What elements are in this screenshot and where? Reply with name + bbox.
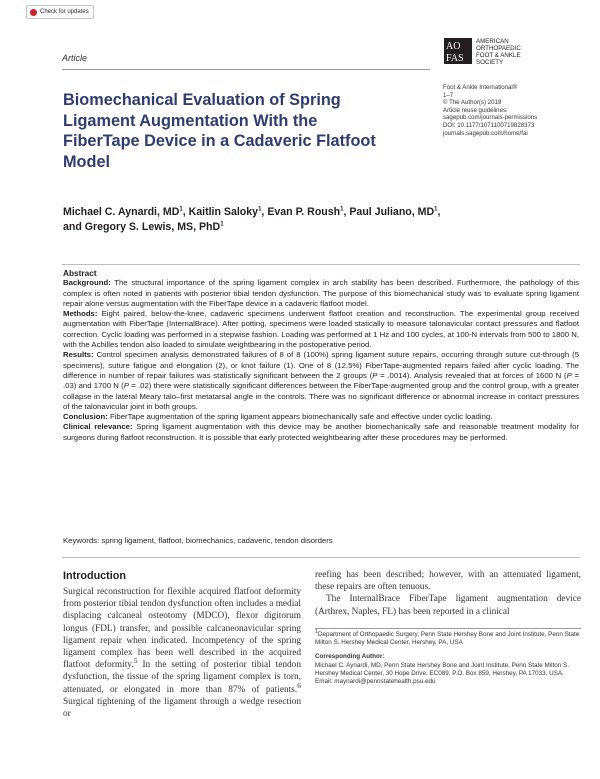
journal-name: Foot & Ankle International® — [443, 84, 518, 91]
body-column-left — [63, 586, 301, 720]
abstract-clinical-relevance — [63, 422, 579, 443]
author-name: Michael C. Aynardi, MD — [63, 206, 180, 218]
reuse-guidelines: Article reuse guidelines: — [443, 106, 508, 114]
body-paragraph: The InternalBrace FiberTape ligament augmentation device (Arthrex, Naples, FL) has been reported in a clinical — [315, 594, 581, 617]
abstract-results — [63, 350, 579, 412]
society-name-line: ORTHOPAEDIC — [476, 45, 521, 52]
society-name-line: AMERICAN — [476, 38, 509, 45]
check-updates-label: Check for updates — [40, 9, 89, 15]
corresponding-author-heading: Corresponding Author: — [315, 653, 385, 661]
body-text: In the setting of posterior tibial tendon dysfunction, the tissue of the spring ligament complex is torn, attenuated, or elongated in more than 87% of patients. — [63, 660, 301, 695]
keywords-rule — [62, 557, 580, 558]
author-name: Paul Juliano, MD — [349, 206, 435, 218]
abstract-conclusion — [63, 412, 579, 422]
author-separator: , — [261, 206, 268, 218]
abstract-methods — [63, 309, 579, 350]
society-name-line: SOCIETY — [476, 59, 504, 66]
author-affiliation: 1 — [179, 206, 183, 213]
section-text: Eight paired, below-the-knee, cadaveric specimens underwent flatfoot creation and reconstruction. The experimental group received augmentation with FiberTape (InternalBrace). After potting, specimens were loaded statically to measure talonavicular contact pressures and flatfoot correction. Cyclic loading was performed in a stepwise fashion. Loading was performed at 1 Hz and 100 cycles, at 100-N intervals from 500 to 1800 N, with the Achilles tendon also loaded to simulate weightbearing in the postoperative period. — [63, 309, 580, 350]
aofas-logo-icon — [444, 38, 472, 64]
section-text: = .0014). Analysis revealed that at forces of 1600 N ( — [377, 370, 567, 380]
section-label: Clinical relevance: — [63, 422, 133, 432]
check-updates-icon — [30, 9, 37, 16]
page-range: 1–7 — [443, 91, 454, 99]
footnote-rule — [315, 628, 581, 629]
citation-ref[interactable]: 6 — [297, 680, 301, 690]
header-rule — [62, 69, 430, 70]
society-logo — [444, 38, 552, 66]
section-text: The structural importance of the spring ligament complex in arch stability has been described. Furthermore, the pathology of this complex is often noted in patients with posterior tibial tendon dysfunction. The purpose of this biomechanical study was to evaluate spring ligament repair alone versus augmentation with the FiberTape device in a cadaveric flatfoot model. — [63, 278, 579, 308]
section-label: Background: — [63, 278, 111, 288]
p-value-symbol: P — [566, 370, 572, 380]
body-column-right — [315, 569, 581, 618]
check-for-updates-badge[interactable] — [26, 5, 94, 19]
permissions-link[interactable]: sagepub.com/journals-permissions — [443, 114, 538, 122]
abstract-rule — [62, 264, 580, 265]
section-label: Methods: — [63, 309, 98, 319]
citation-ref[interactable]: 5 — [133, 656, 138, 666]
keywords: Keywords: spring ligament, flatfoot, biomechanics, cadaveric, tendon disorders — [63, 536, 333, 545]
doi[interactable]: DOI: 10.1177/1071100719828373 — [443, 121, 535, 129]
author-name: Kaitlin Saloky — [188, 206, 259, 218]
svg-text:FAS: FAS — [446, 53, 464, 64]
affiliation-text: Department of Orthopaedic Surgery, Penn State Hershey Bone and Joint Institute, Penn State Milton S. Hershey Medical Center, Hershey, PA, USA — [315, 631, 580, 647]
society-name-line: FOOT & ANKLE — [476, 52, 521, 59]
author-separator: , — [437, 206, 441, 218]
abstract-heading: Abstract — [63, 268, 97, 278]
author-name: Evan P. Roush — [267, 206, 341, 218]
journal-home-link[interactable]: journals.sagepub.com/home/fai — [443, 129, 528, 137]
footnotes — [315, 628, 581, 686]
section-text: FiberTape augmentation of the spring ligament appears biomechanically safe and effective under cyclic loading. — [109, 412, 493, 422]
body-paragraph — [63, 586, 301, 720]
journal-info — [443, 84, 537, 137]
body-text: Surgical tightening of the ligament through a wedge resection or — [63, 696, 301, 720]
author-affiliation: 1 — [434, 206, 438, 213]
author-affiliation: 1 — [258, 206, 262, 213]
society-name — [476, 38, 552, 66]
svg-text:AO: AO — [446, 41, 461, 52]
introduction-heading: Introduction — [63, 570, 126, 582]
corresponding-author-address: Michael C. Aynardi, MD, Penn State Hershey Bone and Joint Institute, Penn State Milton S. Hershey Medical Center, 30 Hope Drive, EC089, P.O. Box 859, Hershey, PA 17033, USA. — [315, 661, 569, 677]
article-type-label: Article — [62, 53, 88, 63]
corresponding-author-email[interactable]: Email: maynardi@pennstatehealth.psu.edu — [315, 678, 436, 686]
author-separator: , — [182, 206, 189, 218]
author-affiliation: 1 — [340, 206, 344, 213]
abstract — [63, 268, 579, 443]
author-separator: , — [343, 206, 350, 218]
body-text: Surgical reconstruction for flexible acquired flatfoot deformity from posterior tibial tendon dysfunction often includes a medial displacing calcaneal osteotomy (MDCO), flexor digitorum longus (FDL) transfer, and possible calcaneonavicular spring ligament repair when indicated. Incompetency of the spring ligament complex has been well described in the acquired flatfoot deformity. — [63, 587, 301, 671]
copyright: © The Author(s) 2019 — [443, 99, 502, 107]
footnote-marker: 1 — [315, 628, 318, 635]
section-label: Results: — [63, 350, 94, 360]
affiliation-footnote — [315, 628, 581, 647]
abstract-background — [63, 278, 579, 309]
section-text: = .02) there were statistically significant differences between the FiberTape-augmented group and the control group, with a greater collapse in the lateral Meary talo–first metatarsal angle in the controls. There was no significant difference or abnormal increase in contact pressures of the talonavicular joint in both groups. — [63, 381, 580, 411]
article-title: Biomechanical Evaluation of Spring Ligament Augmentation With the FiberTape Device in a Cadaveric Flatfoot Model — [63, 91, 376, 171]
body-paragraph: reefing has been described; however, with an attenuated ligament, these repairs are often tenuous. — [315, 570, 581, 593]
section-text: Control specimen analysis demonstrated failures of 8 of 8 (100%) spring ligament suture repairs, occurring through suture cut-through (5 specimens), suture fatigue and elongation (2), or knot failure (1). One of 8 (12.5%) FiberTape-augmented repairs failed after cyclic loading. The difference in number of repair failures was statistically significant between the 2 groups ( — [63, 350, 580, 380]
author-name: and Gregory S. Lewis, MS, PhD — [63, 221, 221, 233]
p-value-symbol: P — [123, 381, 129, 391]
author-affiliation: 1 — [220, 221, 224, 228]
author-list — [63, 205, 533, 235]
section-text: = .03) and 1700 N ( — [63, 370, 579, 391]
section-label: Conclusion: — [63, 412, 108, 422]
p-value-symbol: P — [372, 370, 378, 380]
section-text: Spring ligament augmentation with this device may be another biomechanically safe and reasonable treatment modality for surgeons during flatfoot reconstruction. It is possible that early protected weightbearing after these procedures may be performed. — [63, 422, 580, 442]
